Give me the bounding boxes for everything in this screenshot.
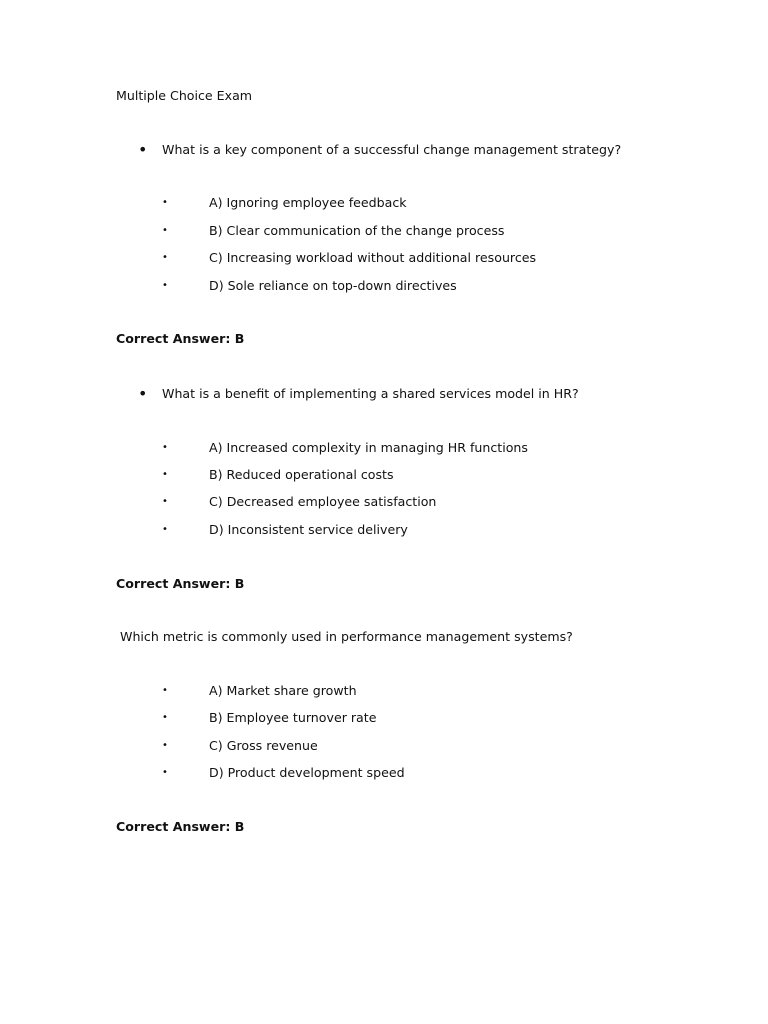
option-bullet: • xyxy=(162,524,168,535)
option-bullet: • xyxy=(162,712,168,723)
option-bullet: • xyxy=(162,767,168,778)
option-bullet: • xyxy=(162,740,168,751)
correct-answer: Correct Answer: B xyxy=(116,819,245,834)
question-text: Which metric is commonly used in performance management systems? xyxy=(120,629,573,644)
option-b: B) Reduced operational costs xyxy=(209,467,394,482)
option-d: D) Sole reliance on top-down directives xyxy=(209,278,457,293)
option-bullet: • xyxy=(162,496,168,507)
question-text: What is a benefit of implementing a shared services model in HR? xyxy=(162,386,579,401)
option-bullet: • xyxy=(162,252,168,263)
option-c: C) Increasing workload without additional resources xyxy=(209,250,537,265)
option-bullet: • xyxy=(162,685,168,696)
option-bullet: • xyxy=(162,225,168,236)
option-a: A) Increased complexity in managing HR functions xyxy=(209,440,528,455)
option-d: D) Product development speed xyxy=(209,765,405,780)
document-title: Multiple Choice Exam xyxy=(116,88,253,103)
option-c: C) Gross revenue xyxy=(209,738,318,753)
question-bullet: • xyxy=(138,140,148,159)
option-bullet: • xyxy=(162,197,168,208)
option-bullet: • xyxy=(162,469,168,480)
option-a: A) Market share growth xyxy=(209,683,357,698)
question-bullet: • xyxy=(138,384,148,403)
option-d: D) Inconsistent service delivery xyxy=(209,522,408,537)
correct-answer: Correct Answer: B xyxy=(116,331,245,346)
option-bullet: • xyxy=(162,442,168,453)
option-bullet: • xyxy=(162,280,168,291)
question-text: What is a key component of a successful change management strategy? xyxy=(162,142,622,157)
option-a: A) Ignoring employee feedback xyxy=(209,195,407,210)
option-c: C) Decreased employee satisfaction xyxy=(209,494,437,509)
option-b: B) Employee turnover rate xyxy=(209,710,377,725)
correct-answer: Correct Answer: B xyxy=(116,576,245,591)
option-b: B) Clear communication of the change process xyxy=(209,223,505,238)
